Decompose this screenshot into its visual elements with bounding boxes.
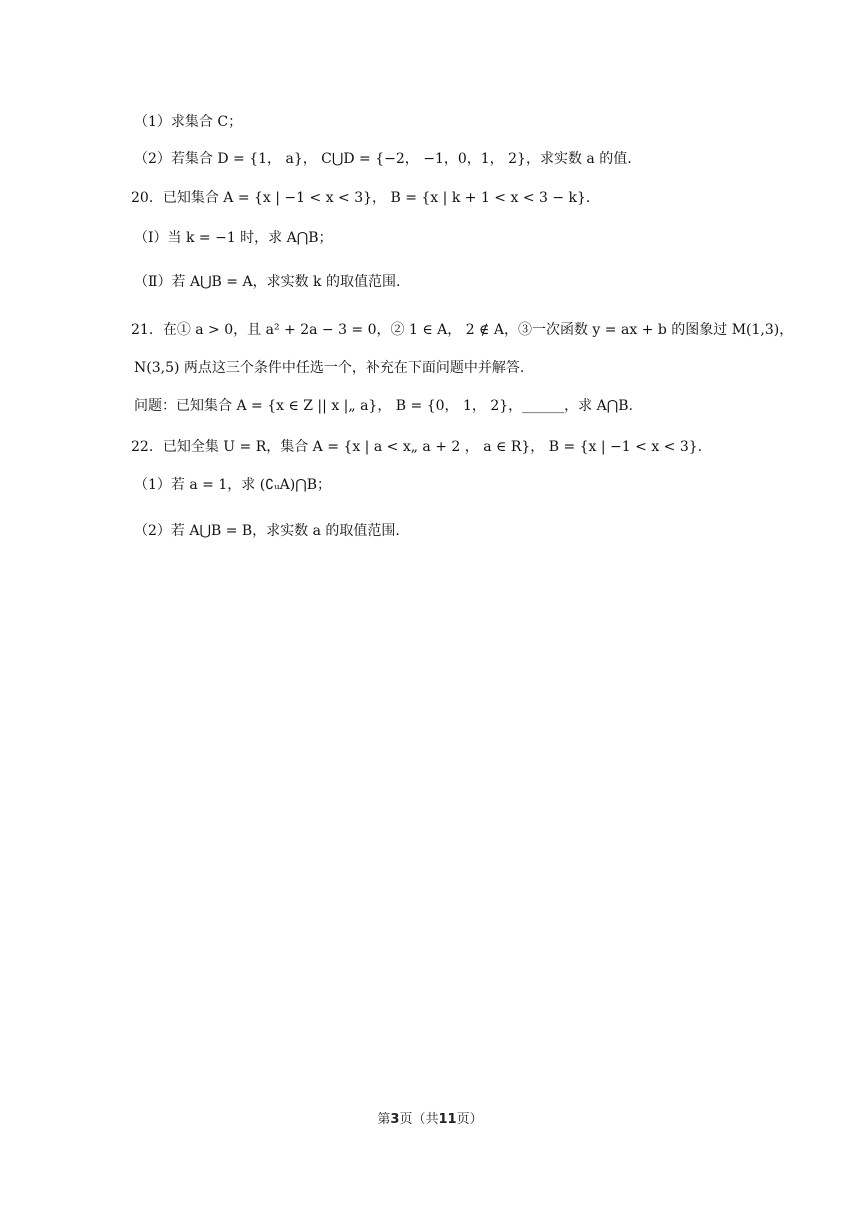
question-20-stem: 20．已知集合 A = {x | −1 < x < 3}， B = {x | k + 1 < x < 3 − k}. [131, 190, 591, 206]
footer-suffix: 页） [456, 1112, 483, 1127]
question-22-stem: 22．已知全集 U = R，集合 A = {x | a < x„ a + 2 ， a ∈ R}， B = {x | −1 < x < 3}. [131, 439, 703, 455]
total-pages: 11 [438, 1112, 457, 1127]
question-21-stem-line-2: N(3,5) 两点这三个条件中任选一个，补充在下面问题中并解答. [134, 360, 525, 376]
question-19-part-1: （1）求集合 C； [134, 114, 243, 130]
page-footer [0, 1108, 860, 1127]
question-21-problem: 问题：已知集合 A = {x ∈ Z || x |„ a}， B = {0， 1， 2}，______，求 A⋂B. [134, 398, 633, 414]
footer-prefix: 第 [377, 1112, 391, 1127]
page-number: 3 [390, 1112, 400, 1127]
footer-middle: 页（共 [399, 1112, 439, 1127]
question-19-part-2: （2）若集合 D = {1， a}， C⋃D = {−2， −1，0，1， 2}，求实数 a 的值. [134, 151, 632, 167]
question-20-part-1: （Ⅰ）当 k = −1 时，求 A⋂B； [134, 230, 333, 246]
question-21-stem-line-1: 21．在① a > 0，且 a² + 2a − 3 = 0，② 1 ∈ A， 2 ∉ A，③一次函数 y = ax + b 的图象过 M(1,3)， [131, 322, 794, 338]
question-20-part-2: （Ⅱ）若 A⋃B = A，求实数 k 的取值范围. [134, 274, 401, 290]
question-22-part-2: （2）若 A⋃B = B，求实数 a 的取值范围. [134, 523, 400, 539]
question-22-part-1: （1）若 a = 1，求 (∁ᵤA)⋂B； [134, 477, 331, 493]
